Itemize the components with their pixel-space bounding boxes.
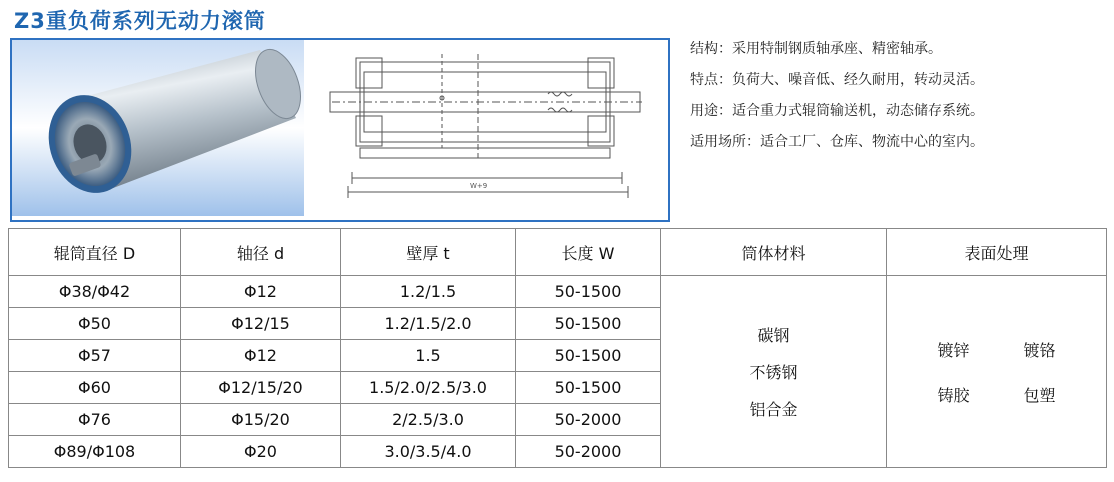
- header-material: 筒体材料: [661, 229, 887, 276]
- cell-length: 50-1500: [516, 340, 661, 372]
- surface-row: [938, 383, 1056, 406]
- material-cell: [661, 276, 887, 468]
- spec-table: [8, 228, 1107, 468]
- cell-shaft: Φ12/15: [181, 308, 341, 340]
- cell-length: 50-1500: [516, 276, 661, 308]
- drawing-dimension-label: W+9: [470, 182, 488, 190]
- cell-length: 50-1500: [516, 308, 661, 340]
- surface-item: 包塑: [1023, 385, 1056, 405]
- surface-item: 镀铬: [1023, 340, 1056, 360]
- material-item: 碳钢: [757, 326, 790, 345]
- cell-thickness: 2/2.5/3.0: [341, 404, 516, 436]
- cell-diameter: Φ76: [9, 404, 181, 436]
- spec-usage: 用途：适合重力式辊筒输送机，动态储存系统。: [690, 103, 984, 119]
- cell-shaft: Φ20: [181, 436, 341, 468]
- surface-cell: [887, 276, 1107, 468]
- cell-length: 50-1500: [516, 372, 661, 404]
- cell-diameter: Φ38/Φ42: [9, 276, 181, 308]
- header-thickness: 壁厚 t: [341, 229, 516, 276]
- cell-diameter: Φ60: [9, 372, 181, 404]
- surface-row: [938, 338, 1056, 361]
- cell-thickness: 1.5/2.0/2.5/3.0: [341, 372, 516, 404]
- cell-thickness: 3.0/3.5/4.0: [341, 436, 516, 468]
- surface-item: 铸胶: [937, 385, 970, 405]
- cell-diameter: Φ50: [9, 308, 181, 340]
- material-item: 铝合金: [749, 400, 798, 419]
- cell-shaft: Φ12/15/20: [181, 372, 341, 404]
- cell-shaft: Φ12: [181, 276, 341, 308]
- cell-length: 50-2000: [516, 436, 661, 468]
- cell-thickness: 1.2/1.5: [341, 276, 516, 308]
- cell-shaft: Φ15/20: [181, 404, 341, 436]
- cell-shaft: Φ12: [181, 340, 341, 372]
- page-title: Z3重负荷系列无动力滚筒: [14, 9, 266, 33]
- cell-thickness: 1.2/1.5/2.0: [341, 308, 516, 340]
- table-header-row: [9, 229, 1107, 276]
- product-image-panel: [10, 38, 670, 222]
- header-diameter: 辊筒直径 D: [9, 229, 181, 276]
- cell-diameter: Φ89/Φ108: [9, 436, 181, 468]
- cell-thickness: 1.5: [341, 340, 516, 372]
- spec-structure: 结构：采用特制钢质轴承座、精密轴承。: [690, 41, 942, 57]
- material-item: 不锈钢: [749, 363, 798, 382]
- roller-photo: [12, 40, 304, 216]
- technical-drawing: [312, 48, 652, 208]
- cell-diameter: Φ57: [9, 340, 181, 372]
- header-shaft: 轴径 d: [181, 229, 341, 276]
- header-surface: 表面处理: [887, 229, 1107, 276]
- surface-item: 镀锌: [937, 340, 970, 360]
- spec-features: 特点：负荷大、噪音低、经久耐用，转动灵活。: [690, 72, 984, 88]
- spec-location: 适用场所：适合工厂、仓库、物流中心的室内。: [690, 134, 984, 150]
- header-length: 长度 W: [516, 229, 661, 276]
- cell-length: 50-2000: [516, 404, 661, 436]
- table-row: [9, 276, 1107, 308]
